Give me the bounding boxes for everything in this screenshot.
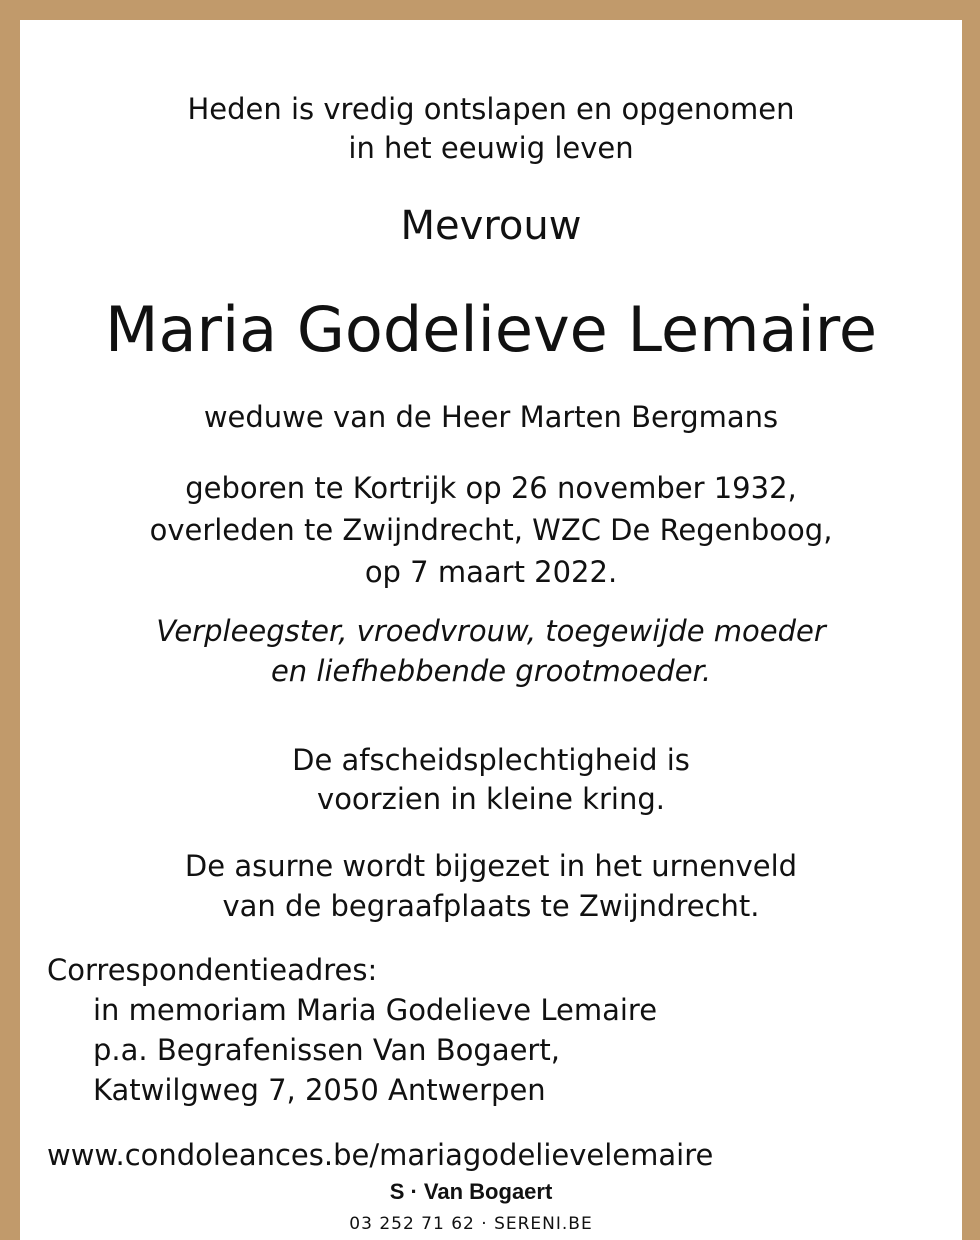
correspondence-address: [47, 950, 657, 1110]
address-line: in memoriam Maria Godelieve Lemaire: [93, 993, 658, 1027]
birth-death-details: [20, 467, 962, 593]
ceremony-line: De afscheidsplechtigheid is: [292, 743, 690, 777]
epitaph: [20, 611, 962, 691]
address-line: Katwilgweg 7, 2050 Antwerpen: [93, 1073, 546, 1107]
widow-of: weduwe van de Heer Marten Bergmans: [203, 400, 779, 434]
ceremony-notice: [20, 741, 962, 819]
funeral-home-logo: S · Van Bogaert: [389, 1179, 553, 1204]
dates-line: geboren te Kortrijk op 26 november 1932,: [185, 471, 797, 505]
epitaph-line: Verpleegster, vroedvrouw, toegewijde moeder: [156, 614, 826, 648]
obituary-card: [20, 20, 962, 1240]
urn-line: van de begraafplaats te Zwijndrecht.: [222, 889, 760, 923]
dates-line: overleden te Zwijndrecht, WZC De Regenboog,: [149, 513, 833, 547]
address-line: p.a. Begrafenissen Van Bogaert,: [93, 1033, 560, 1067]
deceased-name: Maria Godelieve Lemaire: [104, 293, 877, 366]
honorific: Mevrouw: [400, 203, 582, 249]
intro-text: [20, 90, 962, 168]
epitaph-line: en liefhebbende grootmoeder.: [270, 654, 712, 688]
intro-line: in het eeuwig leven: [348, 131, 634, 165]
intro-line: Heden is vredig ontslapen en opgenomen: [187, 92, 795, 126]
ceremony-line: voorzien in kleine kring.: [317, 782, 665, 816]
dates-line: op 7 maart 2022.: [364, 555, 618, 589]
funeral-home-contact: 03 252 71 62 · SERENI.BE: [349, 1214, 593, 1234]
urn-notice: [20, 846, 962, 926]
urn-line: De asurne wordt bijgezet in het urnenveld: [184, 849, 798, 883]
condolence-website-link[interactable]: www.condoleances.be/mariagodelievelemaire: [47, 1138, 714, 1172]
correspondence-heading: Correspondentieadres:: [47, 953, 378, 987]
